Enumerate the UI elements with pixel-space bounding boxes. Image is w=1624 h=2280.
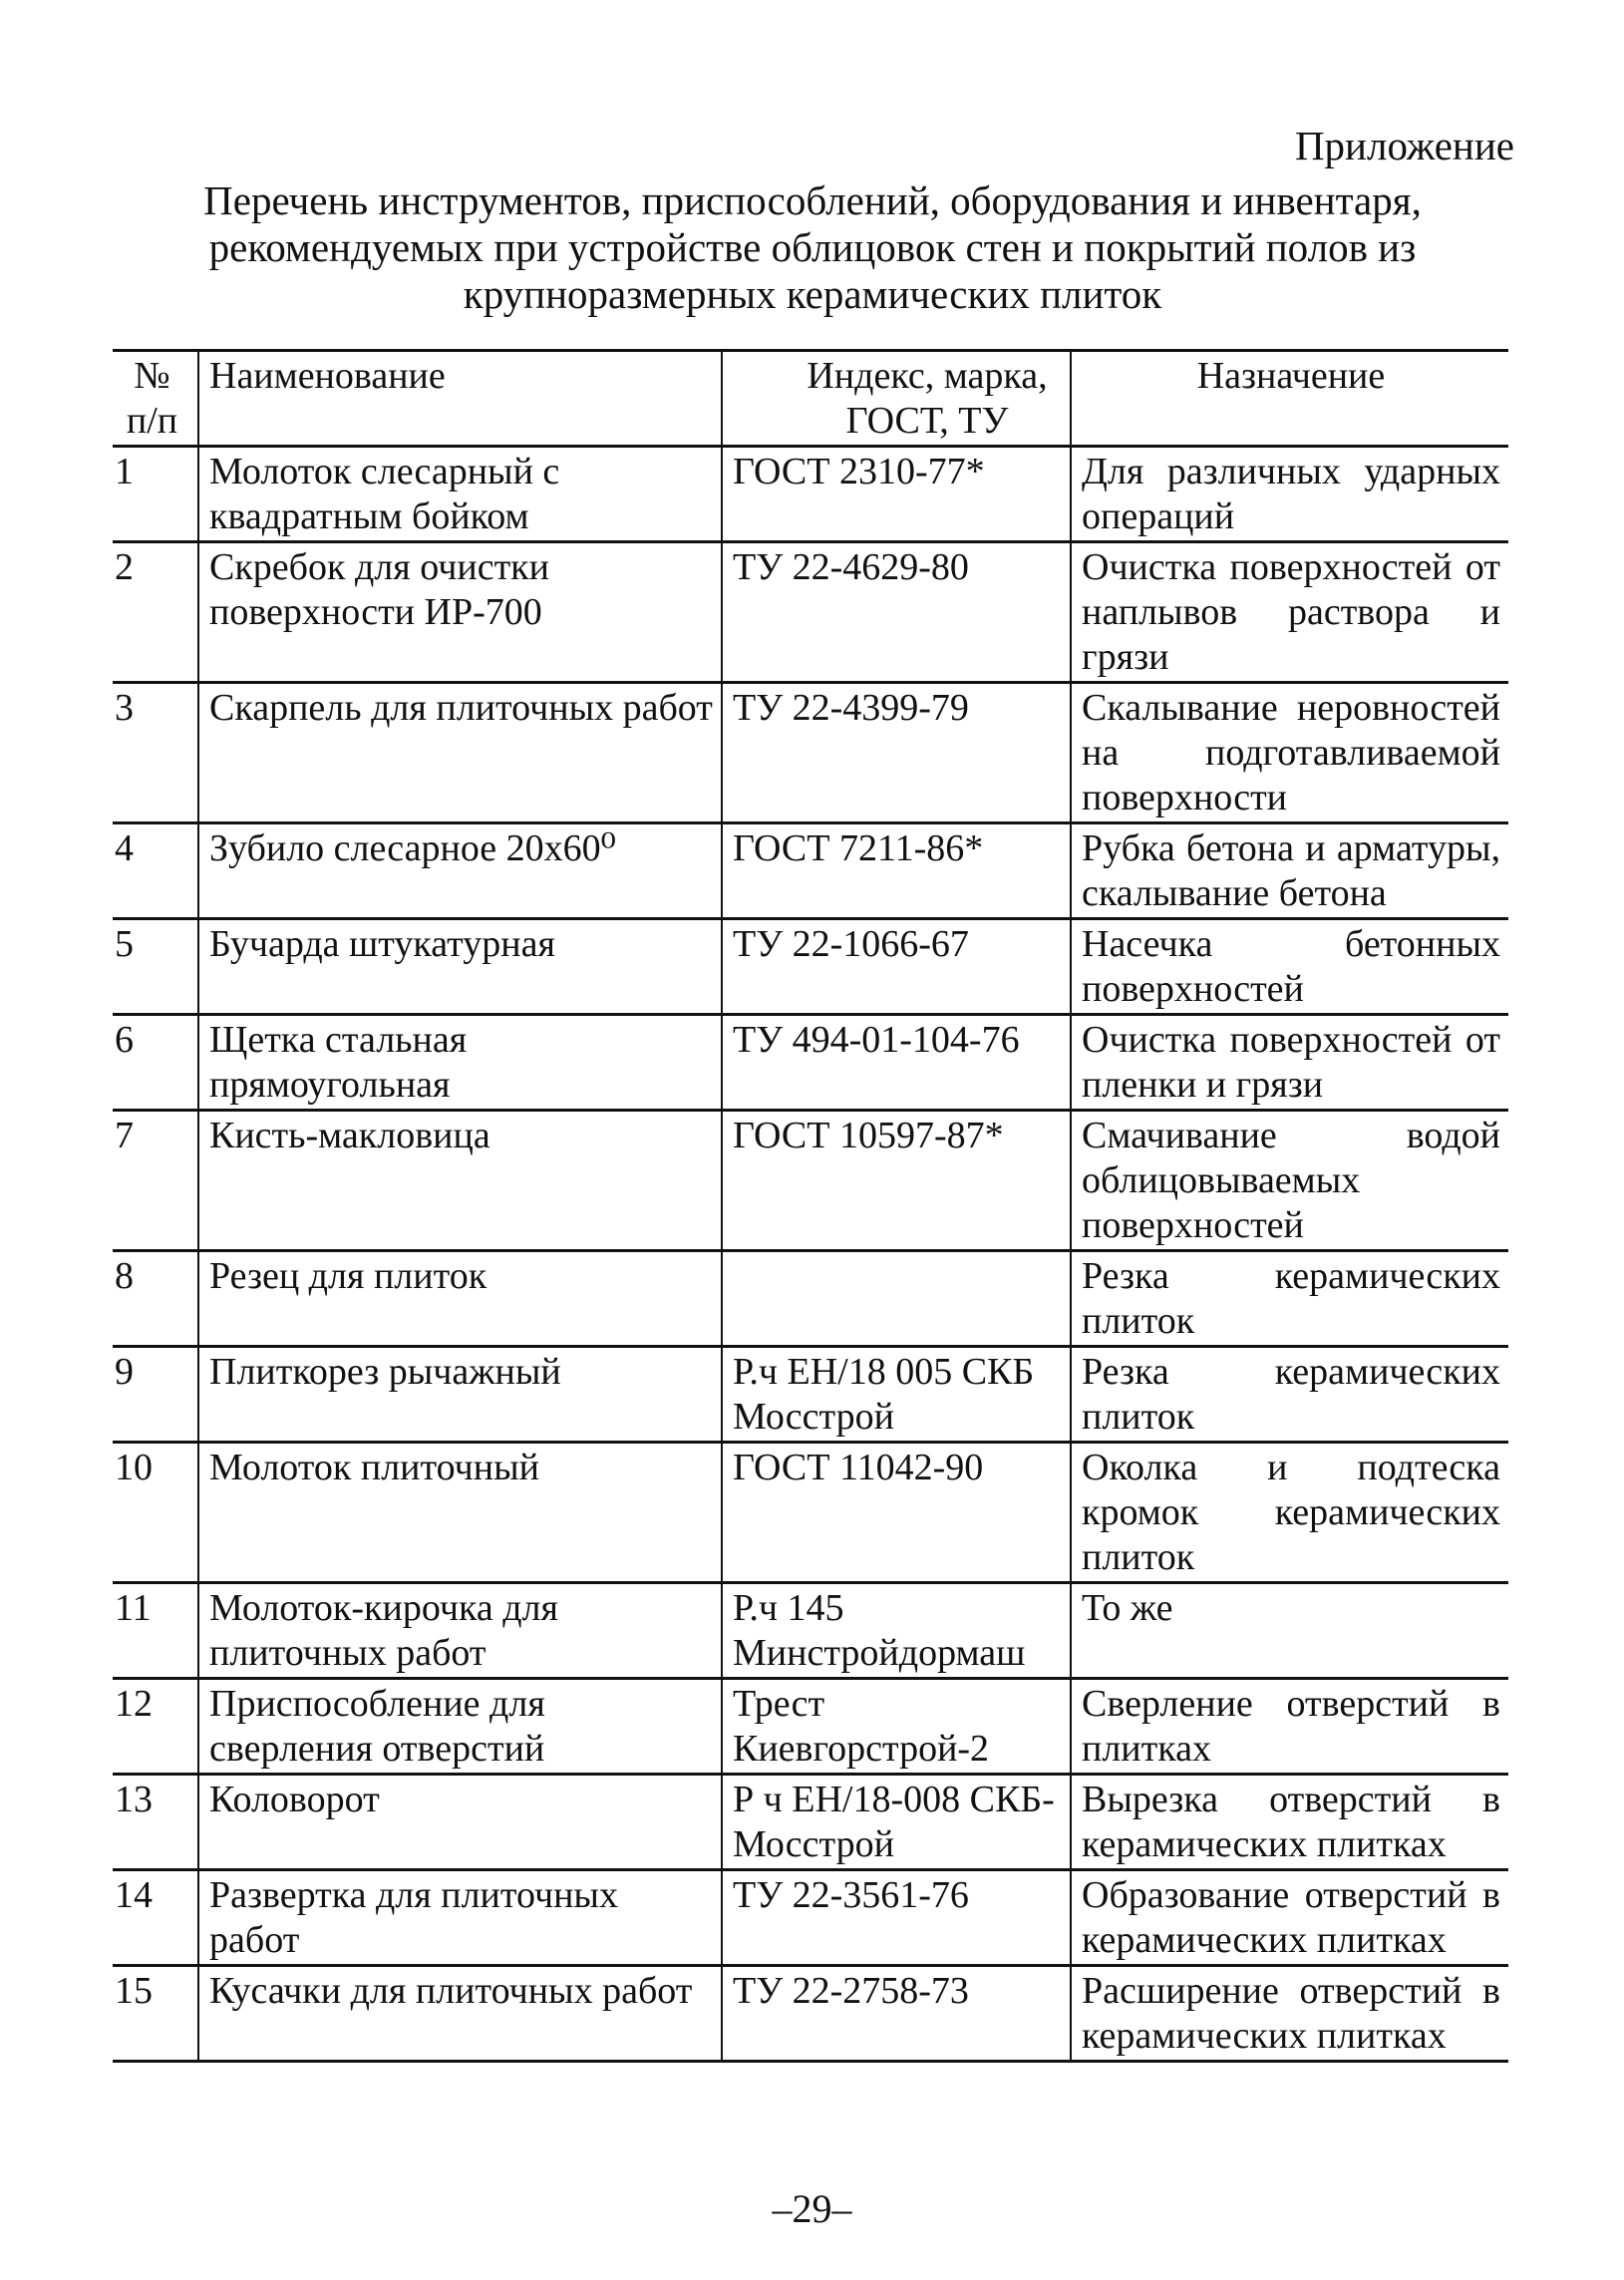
cell-index: ТУ 22-1066-67 (722, 919, 1071, 1015)
cell-name: Кусачки для плиточных работ (198, 1966, 722, 2062)
table-row (113, 1015, 1508, 1111)
header-index-line1: Индекс, марка, (807, 355, 1048, 397)
cell-number: 12 (113, 1679, 198, 1775)
cell-number: 7 (113, 1111, 198, 1251)
cell-purpose: Сверление отверстий в плитках (1071, 1679, 1508, 1775)
table-row (113, 1870, 1508, 1966)
header-number: № п/п (113, 351, 198, 447)
table-body (113, 447, 1508, 2062)
cell-purpose: Околка и подтеска кромок керамических плиток (1071, 1443, 1508, 1583)
table-row (113, 542, 1508, 683)
cell-number: 6 (113, 1015, 198, 1111)
cell-number: 9 (113, 1347, 198, 1443)
cell-index: Р.ч ЕН/18 005 СКБ Мосстрой (722, 1347, 1071, 1443)
cell-index: ТУ 22-2758-73 (722, 1966, 1071, 2062)
cell-number: 4 (113, 823, 198, 919)
table-header (113, 351, 1508, 447)
header-purpose: Назначение (1071, 351, 1508, 447)
cell-index: ГОСТ 2310-77* (722, 447, 1071, 542)
table-row (113, 1443, 1508, 1583)
table-row (113, 1347, 1508, 1443)
cell-number: 5 (113, 919, 198, 1015)
cell-name: Резец для плиток (198, 1251, 722, 1347)
table-row (113, 1966, 1508, 2062)
cell-name: Зубило слесарное 20х60⁰ (198, 823, 722, 919)
table-row (113, 1111, 1508, 1251)
cell-number: 1 (113, 447, 198, 542)
cell-purpose: Вырезка отверстий в керамических плитках (1071, 1775, 1508, 1870)
cell-number: 8 (113, 1251, 198, 1347)
cell-purpose: Насечка бетонных поверхностей (1071, 919, 1508, 1015)
table-row (113, 1775, 1508, 1870)
cell-index (722, 1251, 1071, 1347)
cell-purpose: Смачивание водой облицовываемых поверхностей (1071, 1111, 1508, 1251)
cell-number: 3 (113, 683, 198, 823)
table-row (113, 1583, 1508, 1679)
cell-name: Бучарда штукатурная (198, 919, 722, 1015)
table-row (113, 919, 1508, 1015)
cell-name: Приспособление для сверления отверстий (198, 1679, 722, 1775)
cell-purpose: Расширение отверстий в керамических плитках (1071, 1966, 1508, 2062)
header-name: Наименование (198, 351, 722, 447)
cell-name: Скарпель для плиточных работ (198, 683, 722, 823)
cell-index: ТУ 22-4399-79 (722, 683, 1071, 823)
tools-table (113, 349, 1508, 2063)
cell-purpose: Скалывание неровностей на подготавливаемой поверхности (1071, 683, 1508, 823)
cell-index: ТУ 22-3561-76 (722, 1870, 1071, 1966)
cell-number: 13 (113, 1775, 198, 1870)
cell-index: ТУ 494-01-104-76 (722, 1015, 1071, 1111)
cell-purpose: Для различных ударных операций (1071, 447, 1508, 542)
page-number: –29– (772, 2186, 852, 2231)
cell-index: Р.ч 145 Минстройдормаш (722, 1583, 1071, 1679)
table-row (113, 1251, 1508, 1347)
table-row (113, 823, 1508, 919)
cell-index: ГОСТ 11042-90 (722, 1443, 1071, 1583)
cell-name: Развертка для плиточных работ (198, 1870, 722, 1966)
table-row (113, 683, 1508, 823)
cell-name: Скребок для очистки поверхности ИР-700 (198, 542, 722, 683)
cell-number: 15 (113, 1966, 198, 2062)
cell-purpose: Очистка поверхностей от наплывов раствора и грязи (1071, 542, 1508, 683)
cell-name: Молоток плиточный (198, 1443, 722, 1583)
cell-number: 11 (113, 1583, 198, 1679)
cell-purpose: Очистка поверхностей от пленки и грязи (1071, 1015, 1508, 1111)
cell-name: Молоток слесарный с квадратным бойком (198, 447, 722, 542)
cell-number: 2 (113, 542, 198, 683)
document-title: Перечень инструментов, приспособлений, оборудования и инвентаря, рекомендуемых при устройстве облицовок стен и покрытий полов из крупноразмерных керамических плиток (203, 177, 1422, 317)
cell-purpose: Рубка бетона и арматуры, скалывание бетона (1071, 823, 1508, 919)
cell-name: Кисть-макловица (198, 1111, 722, 1251)
cell-name: Коловорот (198, 1775, 722, 1870)
cell-name: Щетка стальная прямоугольная (198, 1015, 722, 1111)
cell-purpose: Резка керамических плиток (1071, 1251, 1508, 1347)
header-index (722, 351, 1071, 447)
cell-index: Р ч ЕН/18-008 СКБ-Мосстрой (722, 1775, 1071, 1870)
table-row (113, 1679, 1508, 1775)
cell-purpose: То же (1071, 1583, 1508, 1679)
cell-number: 10 (113, 1443, 198, 1583)
cell-index: ГОСТ 10597-87* (722, 1111, 1071, 1251)
cell-index: ГОСТ 7211-86* (722, 823, 1071, 919)
cell-purpose: Образование отверстий в керамических плитках (1071, 1870, 1508, 1966)
cell-index: ТУ 22-4629-80 (722, 542, 1071, 683)
cell-purpose: Резка керамических плиток (1071, 1347, 1508, 1443)
header-index-line2: ГОСТ, ТУ (845, 400, 1009, 442)
appendix-label: Приложение (1294, 123, 1514, 168)
cell-number: 14 (113, 1870, 198, 1966)
cell-index: Трест Киевгорстрой-2 (722, 1679, 1071, 1775)
table-row (113, 447, 1508, 542)
cell-name: Плиткорез рычажный (198, 1347, 722, 1443)
cell-name: Молоток-кирочка для плиточных работ (198, 1583, 722, 1679)
